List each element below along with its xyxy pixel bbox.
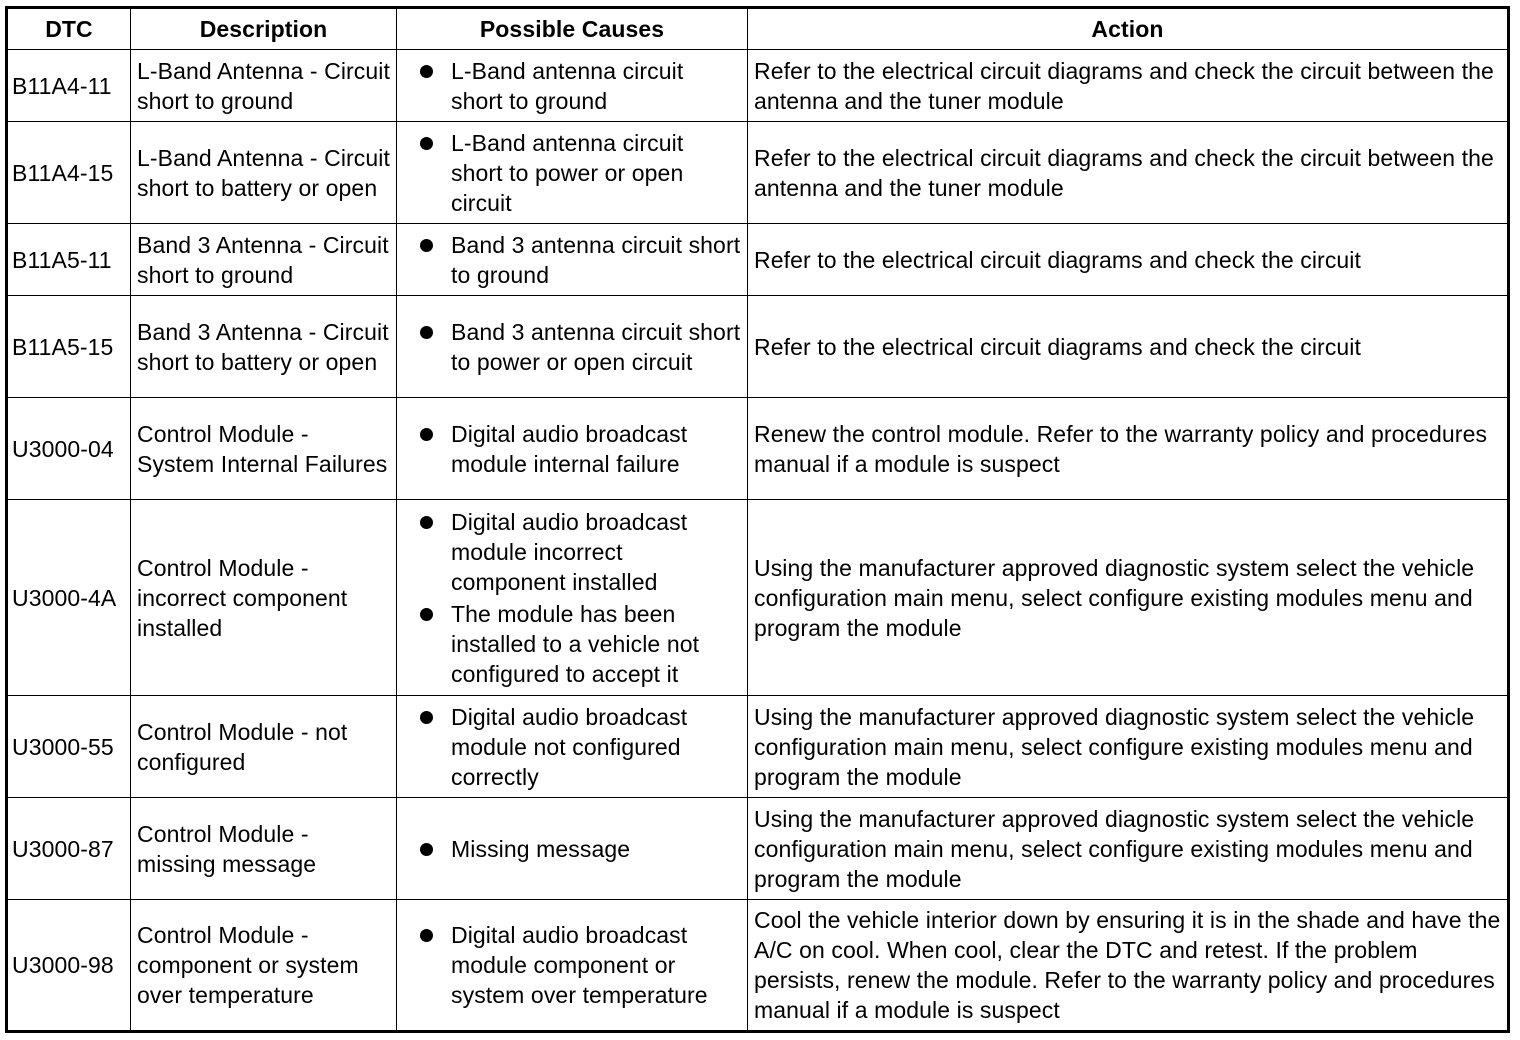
cause-text: Band 3 antenna circuit short to power or open circuit [451,318,741,375]
dtc-code: B11A5-15 [7,296,131,398]
bullet-icon [420,843,433,856]
causes-list [403,834,741,864]
cause-item [451,599,741,689]
dtc-action: Refer to the electrical circuit diagrams and check the circuit [748,224,1509,296]
dtc-description: Band 3 Antenna - Circuit short to battery or open [131,296,397,398]
possible-causes-cell [397,122,748,224]
bullet-icon [420,65,433,78]
cause-item [451,56,741,116]
causes-list [403,230,741,290]
possible-causes-cell [397,398,748,500]
causes-list [403,419,741,479]
dtc-code: U3000-4A [7,500,131,696]
possible-causes-cell [397,798,748,900]
table-row [7,122,1509,224]
possible-causes-cell [397,500,748,696]
cause-item [451,507,741,597]
cause-text: Digital audio broadcast module incorrect component installed [451,508,688,595]
dtc-table [5,6,1510,1033]
dtc-code: U3000-98 [7,900,131,1032]
header-action: Action [748,8,1509,50]
dtc-description: Band 3 Antenna - Circuit short to ground [131,224,397,296]
cause-item [451,317,741,377]
cause-text: Digital audio broadcast module component or system over temperature [451,922,708,1008]
dtc-action: Refer to the electrical circuit diagrams and check the circuit between the antenna and the tuner module [748,50,1509,122]
dtc-action: Refer to the electrical circuit diagrams and check the circuit between the antenna and the tuner module [748,122,1509,224]
possible-causes-cell [397,696,748,798]
dtc-code: U3000-04 [7,398,131,500]
header-description: Description [131,8,397,50]
causes-list [403,317,741,377]
causes-list [403,128,741,218]
header-possible-causes: Possible Causes [397,8,748,50]
cause-text: Band 3 antenna circuit short to ground [451,231,741,288]
dtc-description: Control Module - component or system over temperature [131,900,397,1032]
dtc-description: Control Module - missing message [131,798,397,900]
causes-list [403,56,741,116]
possible-causes-cell [397,296,748,398]
bullet-icon [420,137,433,150]
table-row [7,900,1509,1032]
possible-causes-cell [397,900,748,1032]
cause-text: Digital audio broadcast module not configured correctly [451,703,688,790]
dtc-description: Control Module - incorrect component installed [131,500,397,696]
bullet-icon [420,516,433,529]
table-row [7,224,1509,296]
dtc-description: L-Band Antenna - Circuit short to ground [131,50,397,122]
dtc-description: Control Module - System Internal Failures [131,398,397,500]
bullet-icon [420,711,433,724]
dtc-description: L-Band Antenna - Circuit short to battery or open [131,122,397,224]
dtc-code: U3000-55 [7,696,131,798]
possible-causes-cell [397,50,748,122]
cause-text: L-Band antenna circuit short to ground [451,57,684,114]
dtc-code: B11A4-11 [7,50,131,122]
cause-item [451,230,741,290]
dtc-action: Using the manufacturer approved diagnostic system select the vehicle configuration main menu, select configure existing modules menu and program the module [748,500,1509,696]
causes-list [403,507,741,689]
cause-text: The module has been installed to a vehicle not configured to accept it [451,600,700,687]
dtc-description: Control Module - not configured [131,696,397,798]
cause-item [451,834,741,864]
dtc-code: B11A4-15 [7,122,131,224]
table-row [7,50,1509,122]
bullet-icon [420,239,433,252]
table-body [7,50,1509,1032]
bullet-icon [420,326,433,339]
dtc-action: Refer to the electrical circuit diagrams and check the circuit [748,296,1509,398]
cause-text: L-Band antenna circuit short to power or open circuit [451,129,684,216]
table-row [7,398,1509,500]
cause-item [451,419,741,479]
bullet-icon [420,608,433,621]
table-row [7,296,1509,398]
causes-list [403,702,741,792]
cause-item [451,702,741,792]
dtc-action: Cool the vehicle interior down by ensuring it is in the shade and have the A/C on cool. When cool, clear the DTC and retest. If the problem persists, renew the module. Refer to the warranty policy and procedures manual if a module is suspect [748,900,1509,1032]
dtc-code: U3000-87 [7,798,131,900]
table-row [7,500,1509,696]
dtc-action: Renew the control module. Refer to the warranty policy and procedures manual if a module is suspect [748,398,1509,500]
cause-text: Missing message [451,835,631,862]
cause-item [451,920,741,1010]
dtc-table-container [5,6,1507,1032]
bullet-icon [420,929,433,942]
header-dtc: DTC [7,8,131,50]
causes-list [403,920,741,1010]
dtc-action: Using the manufacturer approved diagnostic system select the vehicle configuration main menu, select configure existing modules menu and program the module [748,696,1509,798]
dtc-code: B11A5-11 [7,224,131,296]
table-row [7,696,1509,798]
header-row [7,8,1509,50]
cause-text: Digital audio broadcast module internal failure [451,420,688,477]
bullet-icon [420,428,433,441]
possible-causes-cell [397,224,748,296]
cause-item [451,128,741,218]
table-row [7,798,1509,900]
dtc-action: Using the manufacturer approved diagnostic system select the vehicle configuration main menu, select configure existing modules menu and program the module [748,798,1509,900]
